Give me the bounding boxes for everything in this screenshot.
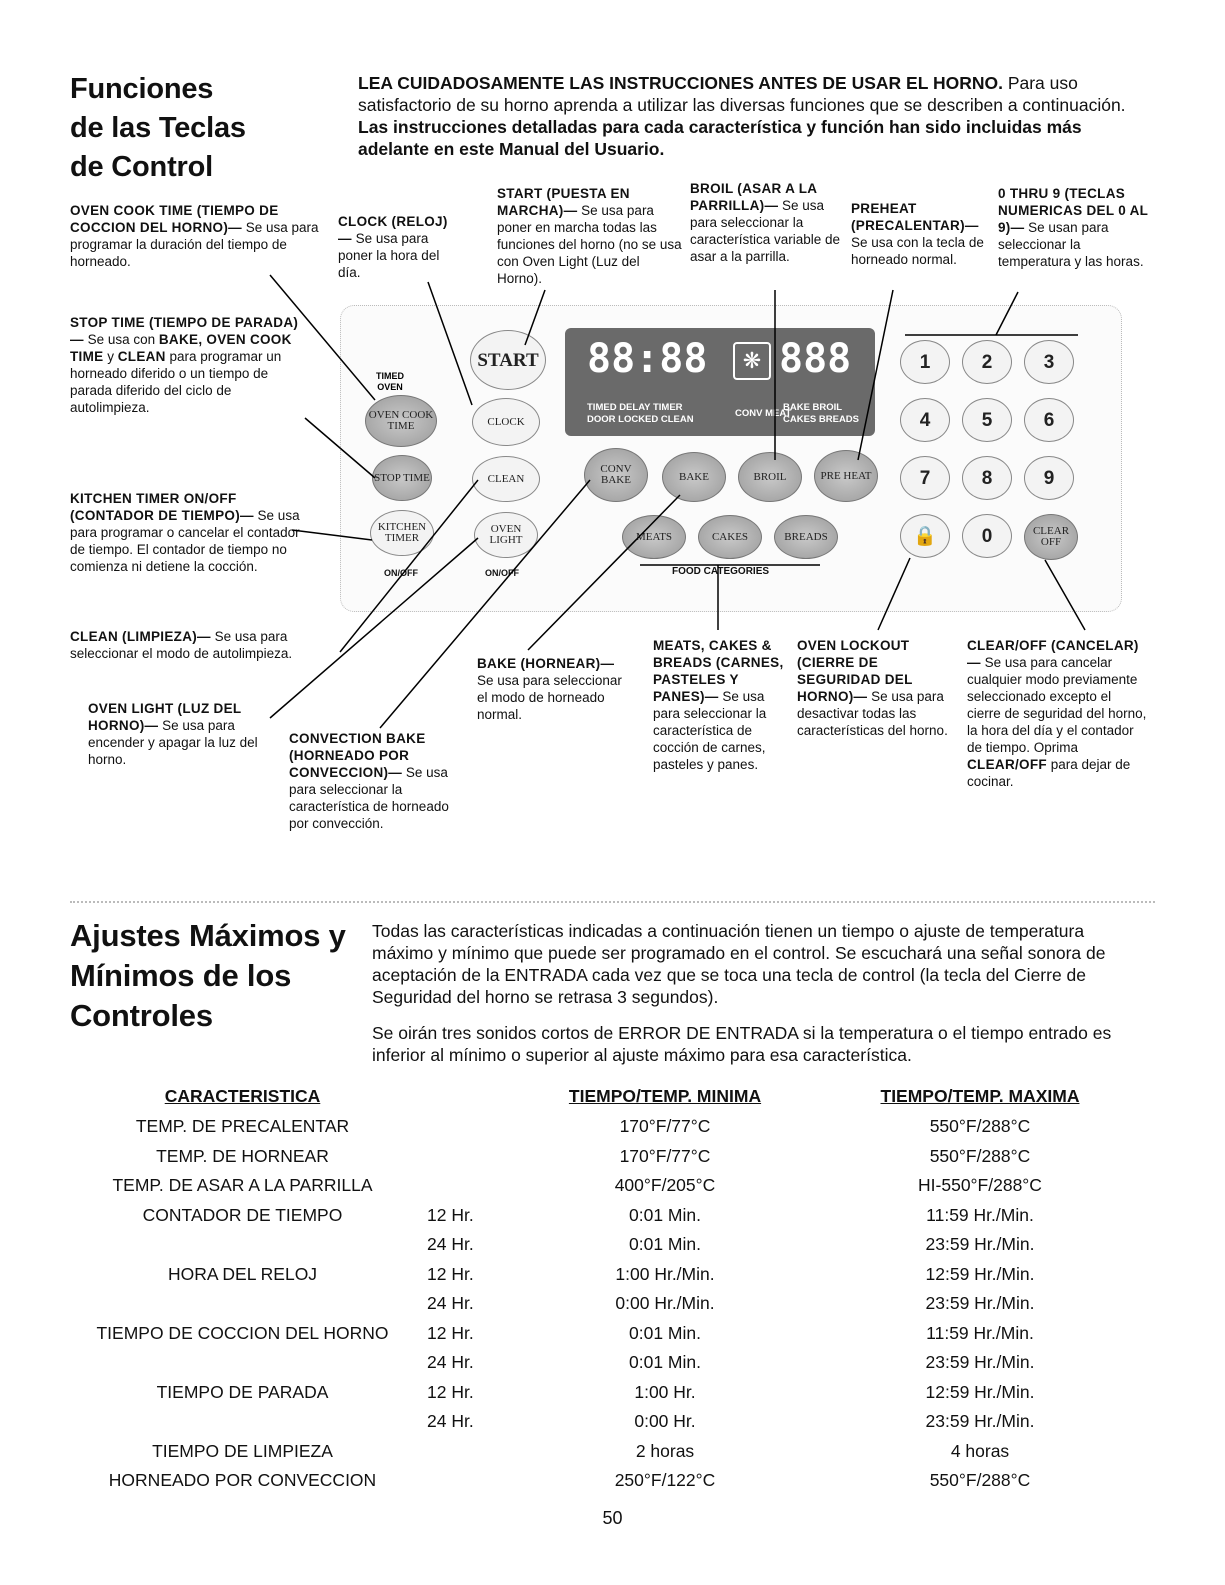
number-key-0[interactable]: 0 [962,514,1012,558]
min-cell: 0:01 Min. [629,1204,701,1225]
min-cell: 2 horas [635,1440,695,1461]
stop-time-key[interactable]: STOP TIME [372,455,432,501]
min-cell: 400°F/205°C [614,1175,716,1195]
max-cell: 12:59 Hr./Min. [925,1263,1035,1284]
table-header-row [70,1082,1150,1112]
label-desc: Se usa para seleccionar el modo de horneado normal. [477,673,622,722]
label-title: 0 THRU 9 (TECLAS NUMERICAS DEL 0 AL 9)— [998,186,1148,235]
min-cell: 170°F/77°C [619,1116,711,1136]
label-title: OVEN LOCKOUT (CIERRE DE SEGURIDAD DEL HORNO)— [797,638,913,704]
max-cell: 11:59 Hr./Min. [926,1322,1034,1343]
label-desc: Se usa para poner la hora del día. [338,231,440,280]
display-label: BAKE BROIL [783,402,843,413]
meats-key[interactable]: MEATS [622,515,686,559]
table-row [70,1466,1150,1496]
label-desc: Se usa para encender y apagar la luz del horno. [88,718,258,767]
label-desc: y [103,349,118,364]
max-cell: 23:59 Hr./Min. [925,1234,1035,1254]
max-cell: 550°F/288°C [929,1116,1031,1136]
display-label: CAKES BREADS [783,414,860,425]
mode-cell: 24 Hr. [427,1411,474,1431]
leader-line [292,530,372,540]
table-row [70,1201,1150,1231]
table-row [70,1260,1150,1290]
max-cell: 23:59 Hr./Min. [925,1293,1035,1313]
mode-cell: 24 Hr. [427,1352,474,1372]
leader-line [305,418,375,478]
max-cell: 23:59 Hr./Min. [925,1352,1035,1372]
title-line: de Control [70,151,213,183]
label-title: KITCHEN TIMER ON/OFF (CONTADOR DE TIEMPO)— [70,491,254,523]
mode-cell: 12 Hr. [427,1381,474,1402]
display-time-digits: 88:88 [587,336,708,382]
number-key-4[interactable]: 4 [900,398,950,442]
table-row [70,1142,1150,1172]
number-key-5[interactable]: 5 [962,398,1012,442]
header-feature: CARACTERISTICA [164,1086,321,1106]
feature-cell: TEMP. DE PRECALENTAR [135,1116,350,1136]
leader-line [380,480,590,728]
number-key-3[interactable]: 3 [1024,340,1074,384]
bake-key[interactable]: BAKE [662,452,726,502]
label-bold: CLEAR/OFF [967,757,1047,772]
label-desc: Se usa con la tecla de horneado normal. [851,235,984,267]
conv-bake-key[interactable]: CONV BAKE [584,448,648,502]
label-title: CLEAN (LIMPIEZA)— [70,629,211,644]
label-desc: Se usa para seleccionar el modo de autolimpieza. [70,629,293,661]
min-cell: 1:00 Hr./Min. [615,1263,715,1284]
label-title: CLOCK (RELOJ)— [338,214,448,246]
mode-cell: 12 Hr. [427,1322,474,1343]
table-row [70,1112,1150,1142]
number-key-1[interactable]: 1 [900,340,950,384]
label-bold: CLEAN [117,349,166,364]
preheat-key[interactable]: PRE HEAT [814,450,878,502]
table-row [70,1437,1150,1467]
label-desc: Se usa para programar o cancelar el contador de tiempo. El contador de tiempo no comienza ni detiene la cocción. [70,508,300,574]
label-title: PREHEAT (PRECALENTAR)— [851,201,979,233]
title-line: Ajustes Máximos y [70,918,346,953]
min-cell: 0:00 Hr. [634,1411,696,1431]
label-title: BROIL (ASAR A LA PARRILLA)— [690,181,817,213]
breads-key[interactable]: BREADS [774,515,838,559]
min-cell: 0:01 Min. [629,1234,701,1254]
number-key-2[interactable]: 2 [962,340,1012,384]
min-cell: 0:01 Min. [629,1322,701,1343]
title-line: de las Teclas [70,112,246,144]
cakes-key[interactable]: CAKES [698,515,762,559]
broil-key[interactable]: BROIL [738,452,802,502]
label-desc: Se usa para cancelar cualquier modo previamente seleccionado excepto el cierre de seguridad del horno, la hora del día y el contador de tiempo. Oprima [967,655,1147,755]
label-title: OVEN COOK TIME (TIEMPO DE COCCION DEL HORNO)— [70,203,279,235]
label-desc: para programar un horneado diferido o un tiempo de parada diferido del ciclo de autolimpieza. [70,349,282,415]
label-desc: Se usa para seleccionar la característica variable de asar a la parrilla. [690,198,841,264]
leader-line [270,538,478,718]
section-title-settings [70,916,346,1036]
max-cell: HI-550°F/288°C [918,1175,1042,1195]
clear-off-key[interactable]: CLEAR OFF [1024,514,1078,560]
label-desc: Se usa para desactivar todas las características del horno. [797,689,948,738]
table-row [70,1171,1150,1201]
label-title: CONVECTION BAKE (HORNEADO POR CONVECCION)— [289,731,426,780]
display-temp-digits: 888 [779,336,852,382]
label-title: BAKE (HORNEAR)— [477,656,615,671]
lock-icon: 🔒 [913,525,937,547]
feature-cell: TEMP. DE HORNEAR [156,1145,329,1166]
label-title: MEATS, CAKES & BREADS (CARNES, PASTELES Y PANES)— [653,638,784,704]
mode-cell: 24 Hr. [427,1293,474,1313]
min-cell: 0:00 Hr./Min. [615,1293,715,1313]
label-desc: Se usa con [83,332,159,347]
feature-cell: HORA DEL RELOJ [167,1263,318,1284]
label-desc: Se usa para seleccionar la característica de cocción de carnes, pasteles y panes. [653,689,767,772]
title-line: Mínimos de los [70,958,292,993]
clock-key[interactable]: CLOCK [472,398,540,446]
feature-cell: TIEMPO DE COCCION DEL HORNO [96,1322,389,1343]
min-cell: 170°F/77°C [619,1145,711,1166]
leader-line [858,290,893,460]
number-key-6[interactable]: 6 [1024,398,1074,442]
label-desc: Se usa para programar la duración del tiempo de horneado. [70,220,319,269]
leader-line [1045,560,1085,630]
table-row [70,1319,1150,1349]
clean-key[interactable]: CLEAN [472,456,540,502]
header-min: TIEMPO/TEMP. MINIMA [568,1086,762,1106]
kitchen-timer-key[interactable]: KITCHEN TIMER [370,510,434,556]
max-cell: 12:59 Hr./Min. [925,1381,1035,1402]
feature-cell: HORNEADO POR CONVECCION [108,1470,377,1490]
header-max: TIEMPO/TEMP. MAXIMA [880,1086,1080,1106]
display-label: TIMED DELAY TIMER [587,402,683,413]
table-row [70,1378,1150,1408]
oven-cook-time-key[interactable]: OVEN COOK TIME [365,395,437,447]
label-desc: para dejar de cocinar. [967,757,1131,789]
label-desc: Se usan para seleccionar la temperatura y las horas. [998,220,1144,269]
title-line: Funciones [70,73,214,105]
feature-cell: TIEMPO DE PARADA [156,1381,329,1402]
label-title: START (PUESTA EN MARCHA)— [497,186,630,218]
label-title: CLEAR/OFF (CANCELAR)— [967,638,1139,670]
label-title: STOP TIME (TIEMPO DE PARADA)— [70,315,299,347]
leader-line [428,282,472,405]
page-number: 50 [602,1508,623,1528]
leader-line [340,480,478,652]
label-desc: Se usa para seleccionar la característica de horneado por convección. [289,765,449,831]
display-label: DOOR LOCKED CLEAN [587,414,694,425]
max-cell: 23:59 Hr./Min. [925,1411,1035,1431]
min-cell: 1:00 Hr. [634,1381,696,1402]
number-key-7[interactable]: 7 [900,456,950,500]
label-title: OVEN LIGHT (LUZ DEL HORNO)— [88,701,242,733]
leader-line [528,495,680,650]
table-row [70,1230,1150,1260]
max-cell: 4 horas [950,1440,1010,1461]
feature-cell: CONTADOR DE TIEMPO [142,1204,343,1225]
table-row [70,1407,1150,1437]
settings-table [70,1082,1150,1496]
mode-cell: 24 Hr. [427,1234,474,1254]
mode-cell: 12 Hr. [427,1204,474,1225]
mode-cell: 12 Hr. [427,1263,474,1284]
settings-paragraph-1: Todas las características indicadas a continuación tienen un tiempo o ajuste de temperatura máximo y mínimo que puede ser programado en el control. Se escuchará una señal sonora de aceptación de la ENTRADA cada vez que se toca una tecla de control (la tecla del Cierre de Seguridad del horno se retrasa 3 segundos). [372,921,1106,1007]
table-row [70,1289,1150,1319]
food-categories-label: FOOD CATEGORIES [672,566,770,577]
min-cell: 0:01 Min. [629,1352,701,1372]
feature-cell: TIEMPO DE LIMPIEZA [152,1440,333,1461]
leader-line [270,275,375,400]
number-key-9[interactable]: 9 [1024,456,1074,500]
settings-paragraph-2: Se oirán tres sonidos cortos de ERROR DE ENTRADA si la temperatura o el tiempo entrado es inferior al mínimo o superior al ajuste máximo para esa característica. [372,1023,1112,1065]
label-bold: BAKE, OVEN COOK TIME [70,332,292,364]
oven-light-onoff-label: ON/OFF [485,568,519,578]
section-divider [70,901,1155,903]
title-line: Controles [70,998,213,1033]
convection-fan-icon: ❋ [733,342,771,380]
kitchen-timer-onoff-label: ON/OFF [384,568,418,578]
intro-bold-note: Las instrucciones detalladas para cada característica y función han sido incluidas más adelante en este Manual del Usuario. [358,117,1082,159]
leader-line [996,292,1018,335]
label-desc: Se usa para poner en marcha todas las funciones del horno (no se usa con Oven Light (Luz del Horno). [497,203,682,286]
table-body [70,1112,1150,1496]
intro-text: Para uso satisfactorio de su horno aprenda a utilizar las diversas funciones que se describen a continuación. [358,73,1126,115]
oven-light-key[interactable]: OVEN LIGHT [474,512,538,558]
timed-oven-label: TIMED OVEN [376,371,404,392]
min-cell: 250°F/122°C [614,1470,716,1490]
max-cell: 550°F/288°C [929,1145,1031,1166]
leader-line [878,558,910,630]
number-key-8[interactable]: 8 [962,456,1012,500]
start-key[interactable]: START [470,330,546,390]
intro-bold-warning: LEA CUIDADOSAMENTE LAS INSTRUCCIONES ANTES DE USAR EL HORNO. [358,73,1003,93]
table-row [70,1348,1150,1378]
leader-line [525,290,545,345]
max-cell: 11:59 Hr./Min. [926,1204,1034,1225]
feature-cell: TEMP. DE ASAR A LA PARRILLA [112,1175,373,1195]
max-cell: 550°F/288°C [929,1470,1031,1490]
display-label: CONV MEAT [735,408,792,419]
